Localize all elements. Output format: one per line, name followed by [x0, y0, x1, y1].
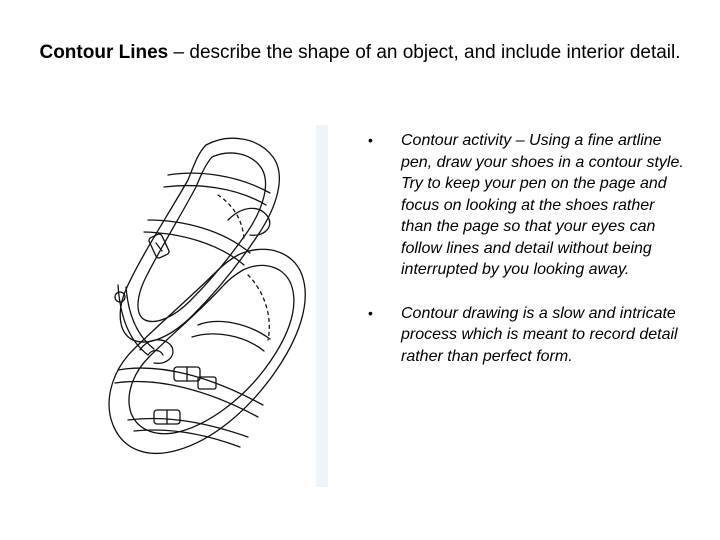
bullet-text: Contour drawing is a slow and intricate process which is meant to record detail rather than perfect form.: [401, 304, 678, 365]
contour-shoe-drawing: [88, 125, 328, 487]
title-rest: – describe the shape of an object, and include interior detail.: [168, 42, 681, 63]
shoe-sketch-svg: [88, 125, 328, 487]
bullet-marker: •: [368, 132, 373, 148]
title-lead: Contour Lines: [39, 42, 169, 63]
bullet-marker: •: [368, 304, 373, 321]
bullet-item: [366, 303, 688, 368]
bullet-list: [366, 130, 688, 389]
bullet-text: Contour activity – Using a fine artline pen, draw your shoes in a contour style. Try to keep your pen on the page and focus on looking at the shoes rather than the page so that your eyes can follow lines and detail without being interrupted by you looking away.: [401, 132, 684, 278]
bullet-item: [366, 130, 688, 281]
slide-title: [30, 40, 690, 66]
